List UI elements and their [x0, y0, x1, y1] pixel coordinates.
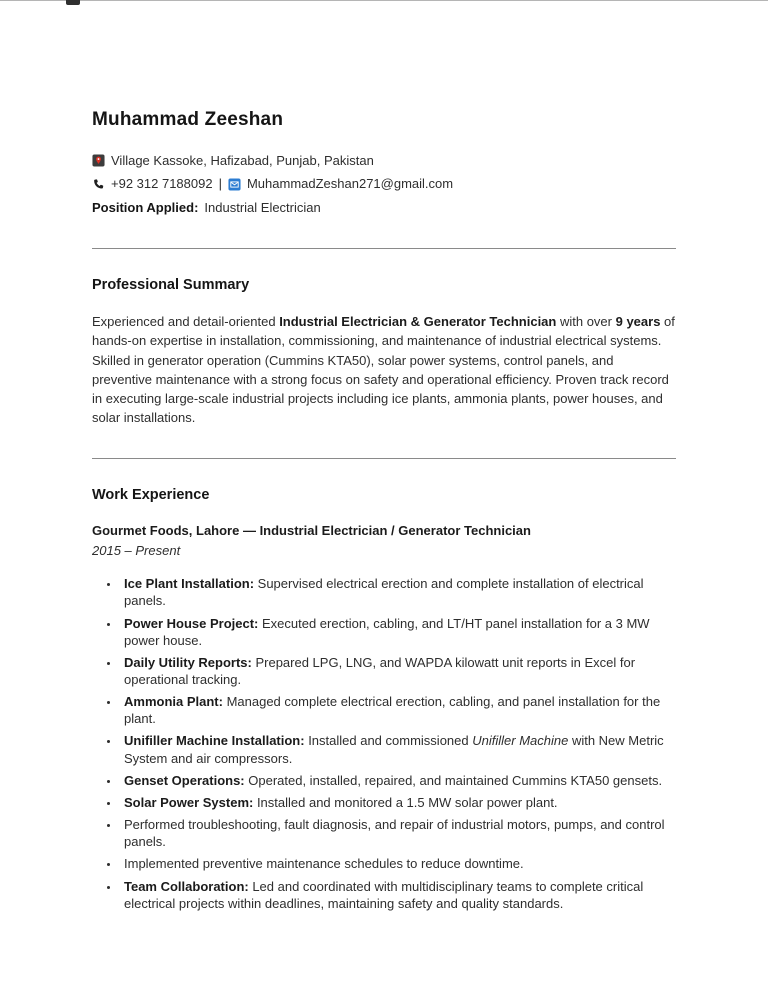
scan-notch-artifact [66, 0, 80, 5]
separator: | [218, 176, 222, 192]
list-item [120, 575, 676, 609]
position-line [92, 199, 676, 218]
phone-text: +92 312 7188092 [111, 176, 213, 192]
section-divider [92, 458, 676, 459]
job-title: Gourmet Foods, Lahore — Industrial Electrician / Generator Technician [92, 522, 531, 538]
name-heading: Muhammad Zeeshan [92, 109, 284, 130]
list-item [120, 855, 676, 872]
bullet-text: Performed troubleshooting, fault diagnosis, and repair of industrial motors, pumps, and control panels. [124, 817, 665, 850]
experience-bullet-list [92, 575, 676, 912]
bullet-italic: Unifiller Machine [472, 733, 569, 749]
summary-text: of hands-on expertise in installation, commissioning, and maintenance of industrial electrical systems. Skilled in generator operation (Cummins KTA50), solar power systems, control panels, and preventive maintenance with a strong focus on safety and operational efficiency. Proven track record in executing large-scale industrial projects including ice plants, ammonia plants, power houses, and solar installations. [92, 314, 675, 426]
location-text: Village Kassoke, Hafizabad, Punjab, Pakistan [111, 152, 374, 168]
summary-bold-years: 9 years [615, 314, 661, 330]
summary-text: Experienced and detail-oriented [92, 314, 280, 330]
bullet-text: Implemented preventive maintenance schedules to reduce downtime. [124, 856, 524, 872]
scan-edge-artifact [0, 0, 768, 1]
phone-icon [92, 178, 105, 191]
position-label: Position Applied: [92, 200, 199, 216]
experience-heading: Work Experience [92, 486, 210, 503]
bullet-label: Ice Plant Installation: [124, 576, 255, 592]
job-dates: 2015 – Present [92, 543, 181, 559]
bullet-text: Executed erection, cabling, and LT/HT panel installation for a 3 MW power house. [124, 615, 650, 648]
bullet-label: Daily Utility Reports: [124, 654, 252, 670]
list-item [120, 654, 676, 688]
bullet-text: Led and coordinated with multidisciplinary teams to complete critical electrical projects within deadlines, maintaining safety and quality standards. [124, 878, 644, 911]
list-item [120, 816, 676, 850]
map-pin-icon [92, 154, 105, 167]
list-item [120, 794, 676, 811]
location-line [92, 152, 676, 171]
envelope-icon [228, 178, 241, 191]
summary-paragraph [92, 312, 676, 427]
bullet-text: Installed and monitored a 1.5 MW solar power plant. [253, 794, 558, 810]
summary-heading: Professional Summary [92, 277, 250, 294]
bullet-label: Team Collaboration: [124, 878, 249, 894]
bullet-text: with New Metric System and air compressors. [124, 733, 664, 766]
list-item [120, 732, 676, 766]
summary-text: with over [556, 314, 616, 330]
bullet-text: Prepared LPG, LNG, and WAPDA kilowatt unit reports in Excel for operational tracking. [124, 654, 636, 687]
phone-email-line [92, 175, 676, 194]
list-item [120, 772, 676, 789]
bullet-text: Supervised electrical erection and complete installation of electrical panels. [124, 576, 644, 609]
bullet-label: Solar Power System: [124, 794, 254, 810]
bullet-text: Operated, installed, repaired, and maintained Cummins KTA50 gensets. [244, 772, 663, 788]
list-item [120, 878, 676, 912]
bullet-text: Managed complete electrical erection, cabling, and panel installation for the plant. [124, 694, 661, 727]
position-value: Industrial Electrician [204, 200, 321, 216]
summary-bold-role: Industrial Electrician & Generator Technician [279, 314, 557, 330]
list-item [120, 693, 676, 727]
email-text: MuhammadZeshan271@gmail.com [246, 176, 454, 192]
bullet-label: Unifiller Machine Installation: [124, 733, 305, 749]
bullet-label: Ammonia Plant: [124, 694, 223, 710]
bullet-text: Installed and commissioned [304, 733, 473, 749]
list-item [120, 615, 676, 649]
bullet-label: Genset Operations: [124, 772, 245, 788]
section-divider [92, 248, 676, 249]
bullet-label: Power House Project: [124, 615, 259, 631]
